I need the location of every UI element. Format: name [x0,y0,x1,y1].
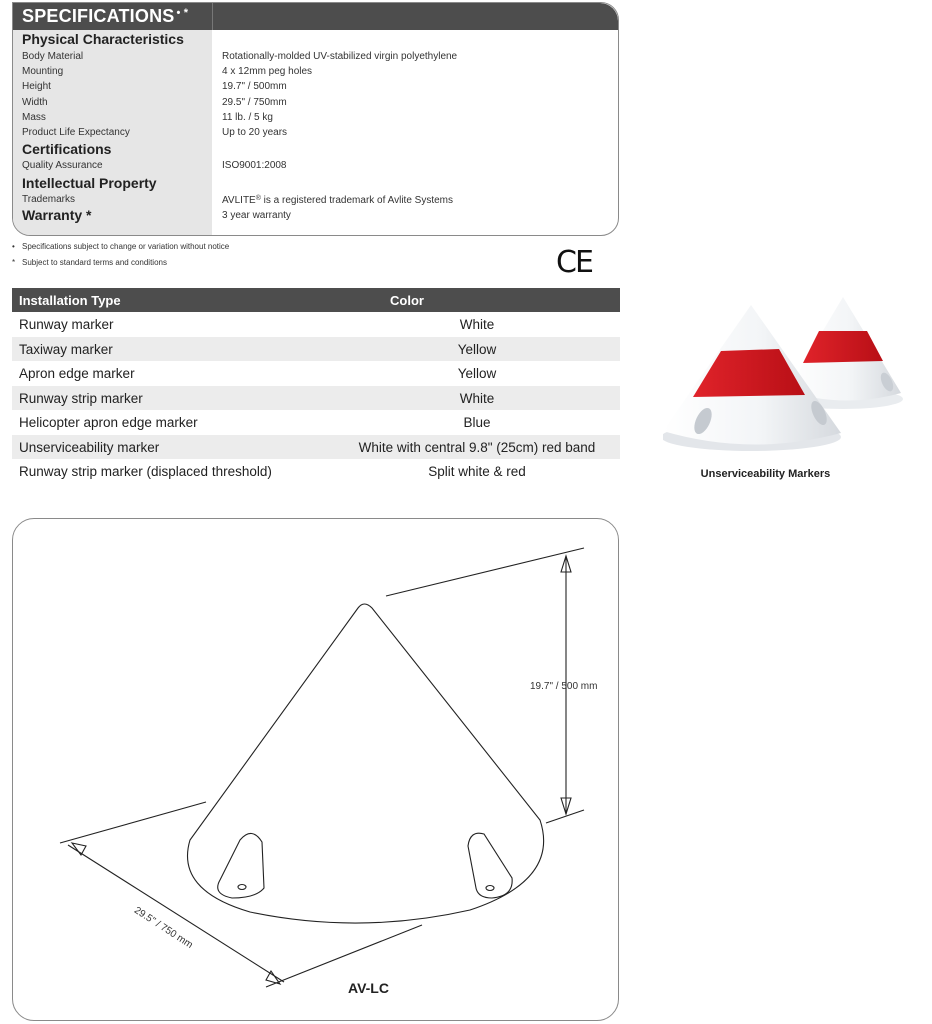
spec-value: AVLITE® is a registered trademark of Avlite Systems [222,195,454,206]
installation-type-cell: Helicopter apron edge marker [19,415,198,430]
spec-value: Rotationally-molded UV-stabilized virgin polyethylene [222,51,458,62]
spec-value: 4 x 12mm peg holes [222,66,313,77]
color-cell: Yellow [457,366,497,381]
color-cell: Yellow [457,341,497,357]
footnote-specs-change: • Specifications subject to change or variation without notice [12,242,230,251]
ce-mark: CE [556,245,592,280]
width-extension-left [60,802,206,843]
peg-hole-left [218,833,264,898]
installation-type-cell: Runway strip marker (displaced threshold) [19,464,272,479]
header-color: Color [390,293,424,308]
spec-value: 3 year warranty [222,210,291,221]
specifications-title: SPECIFICATIONS • * [22,6,189,26]
spec-label: Product Life Expectancy [22,127,130,138]
installation-type-cell: Apron edge marker [19,366,135,381]
spec-section-title: Physical Characteristics [22,31,184,47]
spec-value: Up to 20 years [222,127,288,138]
spec-label: Quality Assurance [22,160,103,171]
spec-label: Trademarks [22,194,75,205]
cone-outline [188,604,544,923]
spec-section-title: Warranty * [22,207,92,223]
installation-type-cell: Unserviceability marker [19,439,160,455]
height-extension-top [386,548,584,596]
spec-label: Height [22,81,51,92]
installation-type-cell: Runway strip marker [19,390,143,406]
color-cell: Blue [463,415,491,430]
spec-section-title: Certifications [22,141,112,157]
spec-value: 29.5" / 750mm [222,97,287,108]
color-cell: Split white & red [428,464,526,479]
model-label: AV-LC [348,980,389,996]
spec-label: Body Material [22,51,84,62]
spec-value: 19.7" / 500mm [222,81,287,92]
width-dimension-label: 29.5" / 750 mm [132,905,195,951]
photo-caption: Unserviceability Markers [700,468,831,480]
footnote-terms: * Subject to standard terms and conditions [12,258,167,267]
spec-value: 11 lb. / 5 kg [222,112,273,123]
header-installation-type: Installation Type [19,293,121,308]
spec-value: ISO9001:2008 [222,160,287,171]
peg-hole-right [468,833,512,898]
installation-type-cell: Taxiway marker [19,341,113,357]
color-cell: White [459,317,495,332]
installation-type-cell: Runway marker [19,317,114,332]
spec-label: Width [22,97,48,108]
color-cell: White with central 9.8" (25cm) red band [358,439,596,455]
height-dimension-label: 19.7" / 500 mm [530,681,598,692]
spec-label: Mounting [22,66,64,77]
width-extension-right [266,925,422,987]
color-cell: White [459,390,495,406]
spec-label: Mass [22,112,46,123]
spec-section-title: Intellectual Property [22,175,157,191]
width-dimension-line [68,845,284,982]
